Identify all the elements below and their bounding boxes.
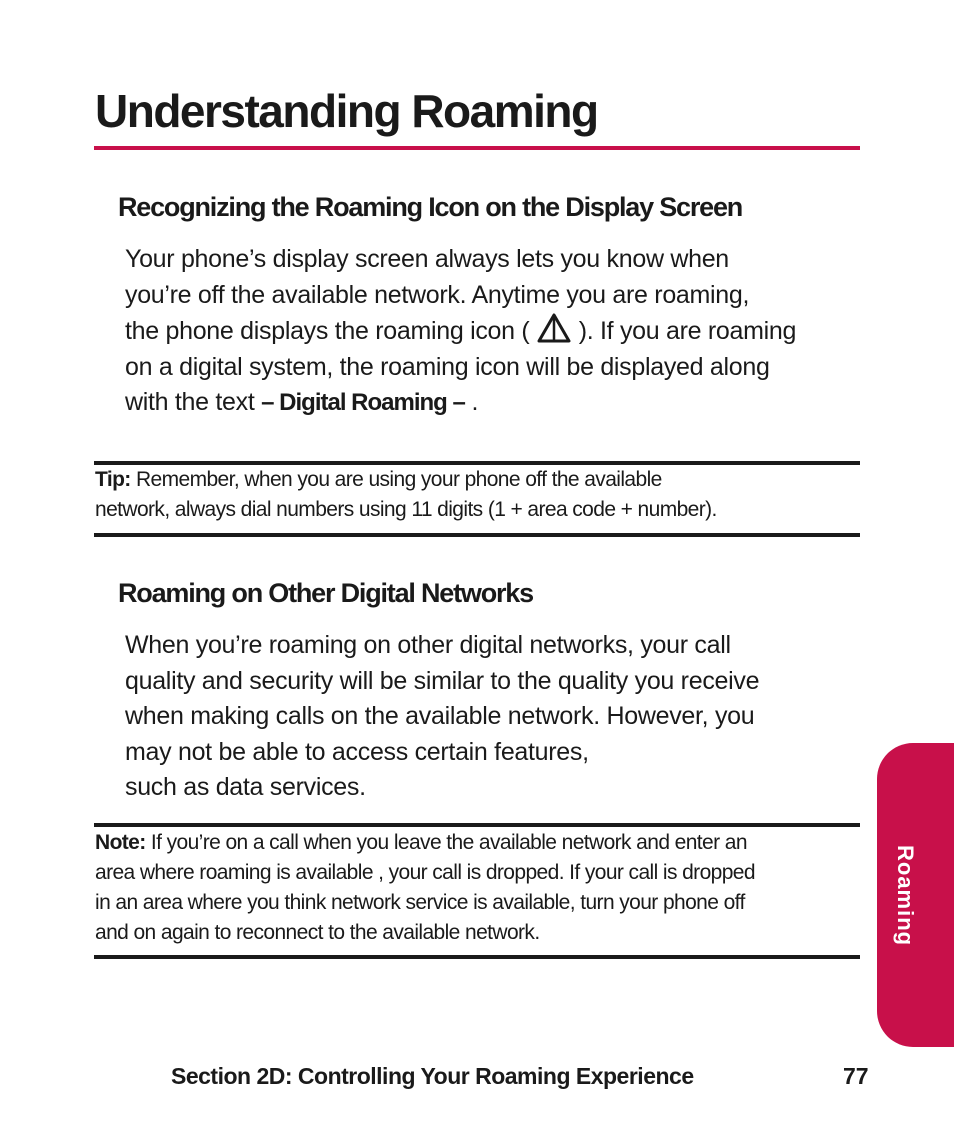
footer-section-title: Section 2D: Controlling Your Roaming Experience [171,1063,694,1089]
note-top-rule [94,823,860,827]
tip-label: Tip: [95,468,131,491]
callout-line [95,828,860,858]
note-callout [95,828,860,948]
text-segment: with the text [125,388,262,416]
note-bottom-rule [94,955,860,959]
page-title: Understanding Roaming [95,85,598,137]
roaming-icon-paragraph [125,242,860,421]
paragraph-line [125,385,860,421]
text-segment: ). If you are roaming [572,317,797,345]
note-label: Note: [95,831,146,854]
other-networks-paragraph [125,628,860,806]
text-segment: If you’re on a call when you leave the available network and enter an [145,831,747,854]
section-heading-roaming-icon: Recognizing the Roaming Icon on the Display Screen [118,192,743,222]
text-segment: Remember, when you are using your phone off the available [130,468,662,491]
paragraph-line: may not be able to access certain features, [125,737,589,766]
paragraph-line: quality and security will be similar to the quality you receive [125,666,760,695]
paragraph-line [125,313,860,350]
paragraph-line: Your phone’s display screen always lets you know when [125,245,729,273]
tip-bottom-rule [94,533,860,537]
paragraph-line: you’re off the available network. Anytime you are roaming, [125,280,750,309]
digital-roaming-text: – Digital Roaming – [261,389,465,416]
tip-callout [95,465,860,525]
callout-line [95,465,860,495]
paragraph-line: When you’re roaming on other digital networks, your call [125,631,731,659]
callout-line: network, always dial numbers using 11 digits (1 + area code + number). [95,498,717,521]
paragraph-line: when making calls on the available network. However, you [125,702,755,730]
title-rule [94,146,860,150]
paragraph-line: on a digital system, the roaming icon will be displayed along [125,352,770,381]
roaming-triangle-icon [536,313,572,343]
side-tab-label: Roaming [893,845,918,947]
callout-line: and on again to reconnect to the available network. [95,921,540,944]
paragraph-line: such as data services. [125,773,366,801]
section-heading-other-networks: Roaming on Other Digital Networks [118,578,533,608]
text-segment: the phone displays the roaming icon ( [125,317,537,345]
text-segment: . [464,388,479,416]
callout-line: area where roaming is available , your call is dropped. If your call is dropped [95,861,755,884]
footer-page-number: 77 [843,1063,869,1089]
callout-line: in an area where you think network service is available, turn your phone off [95,891,745,914]
